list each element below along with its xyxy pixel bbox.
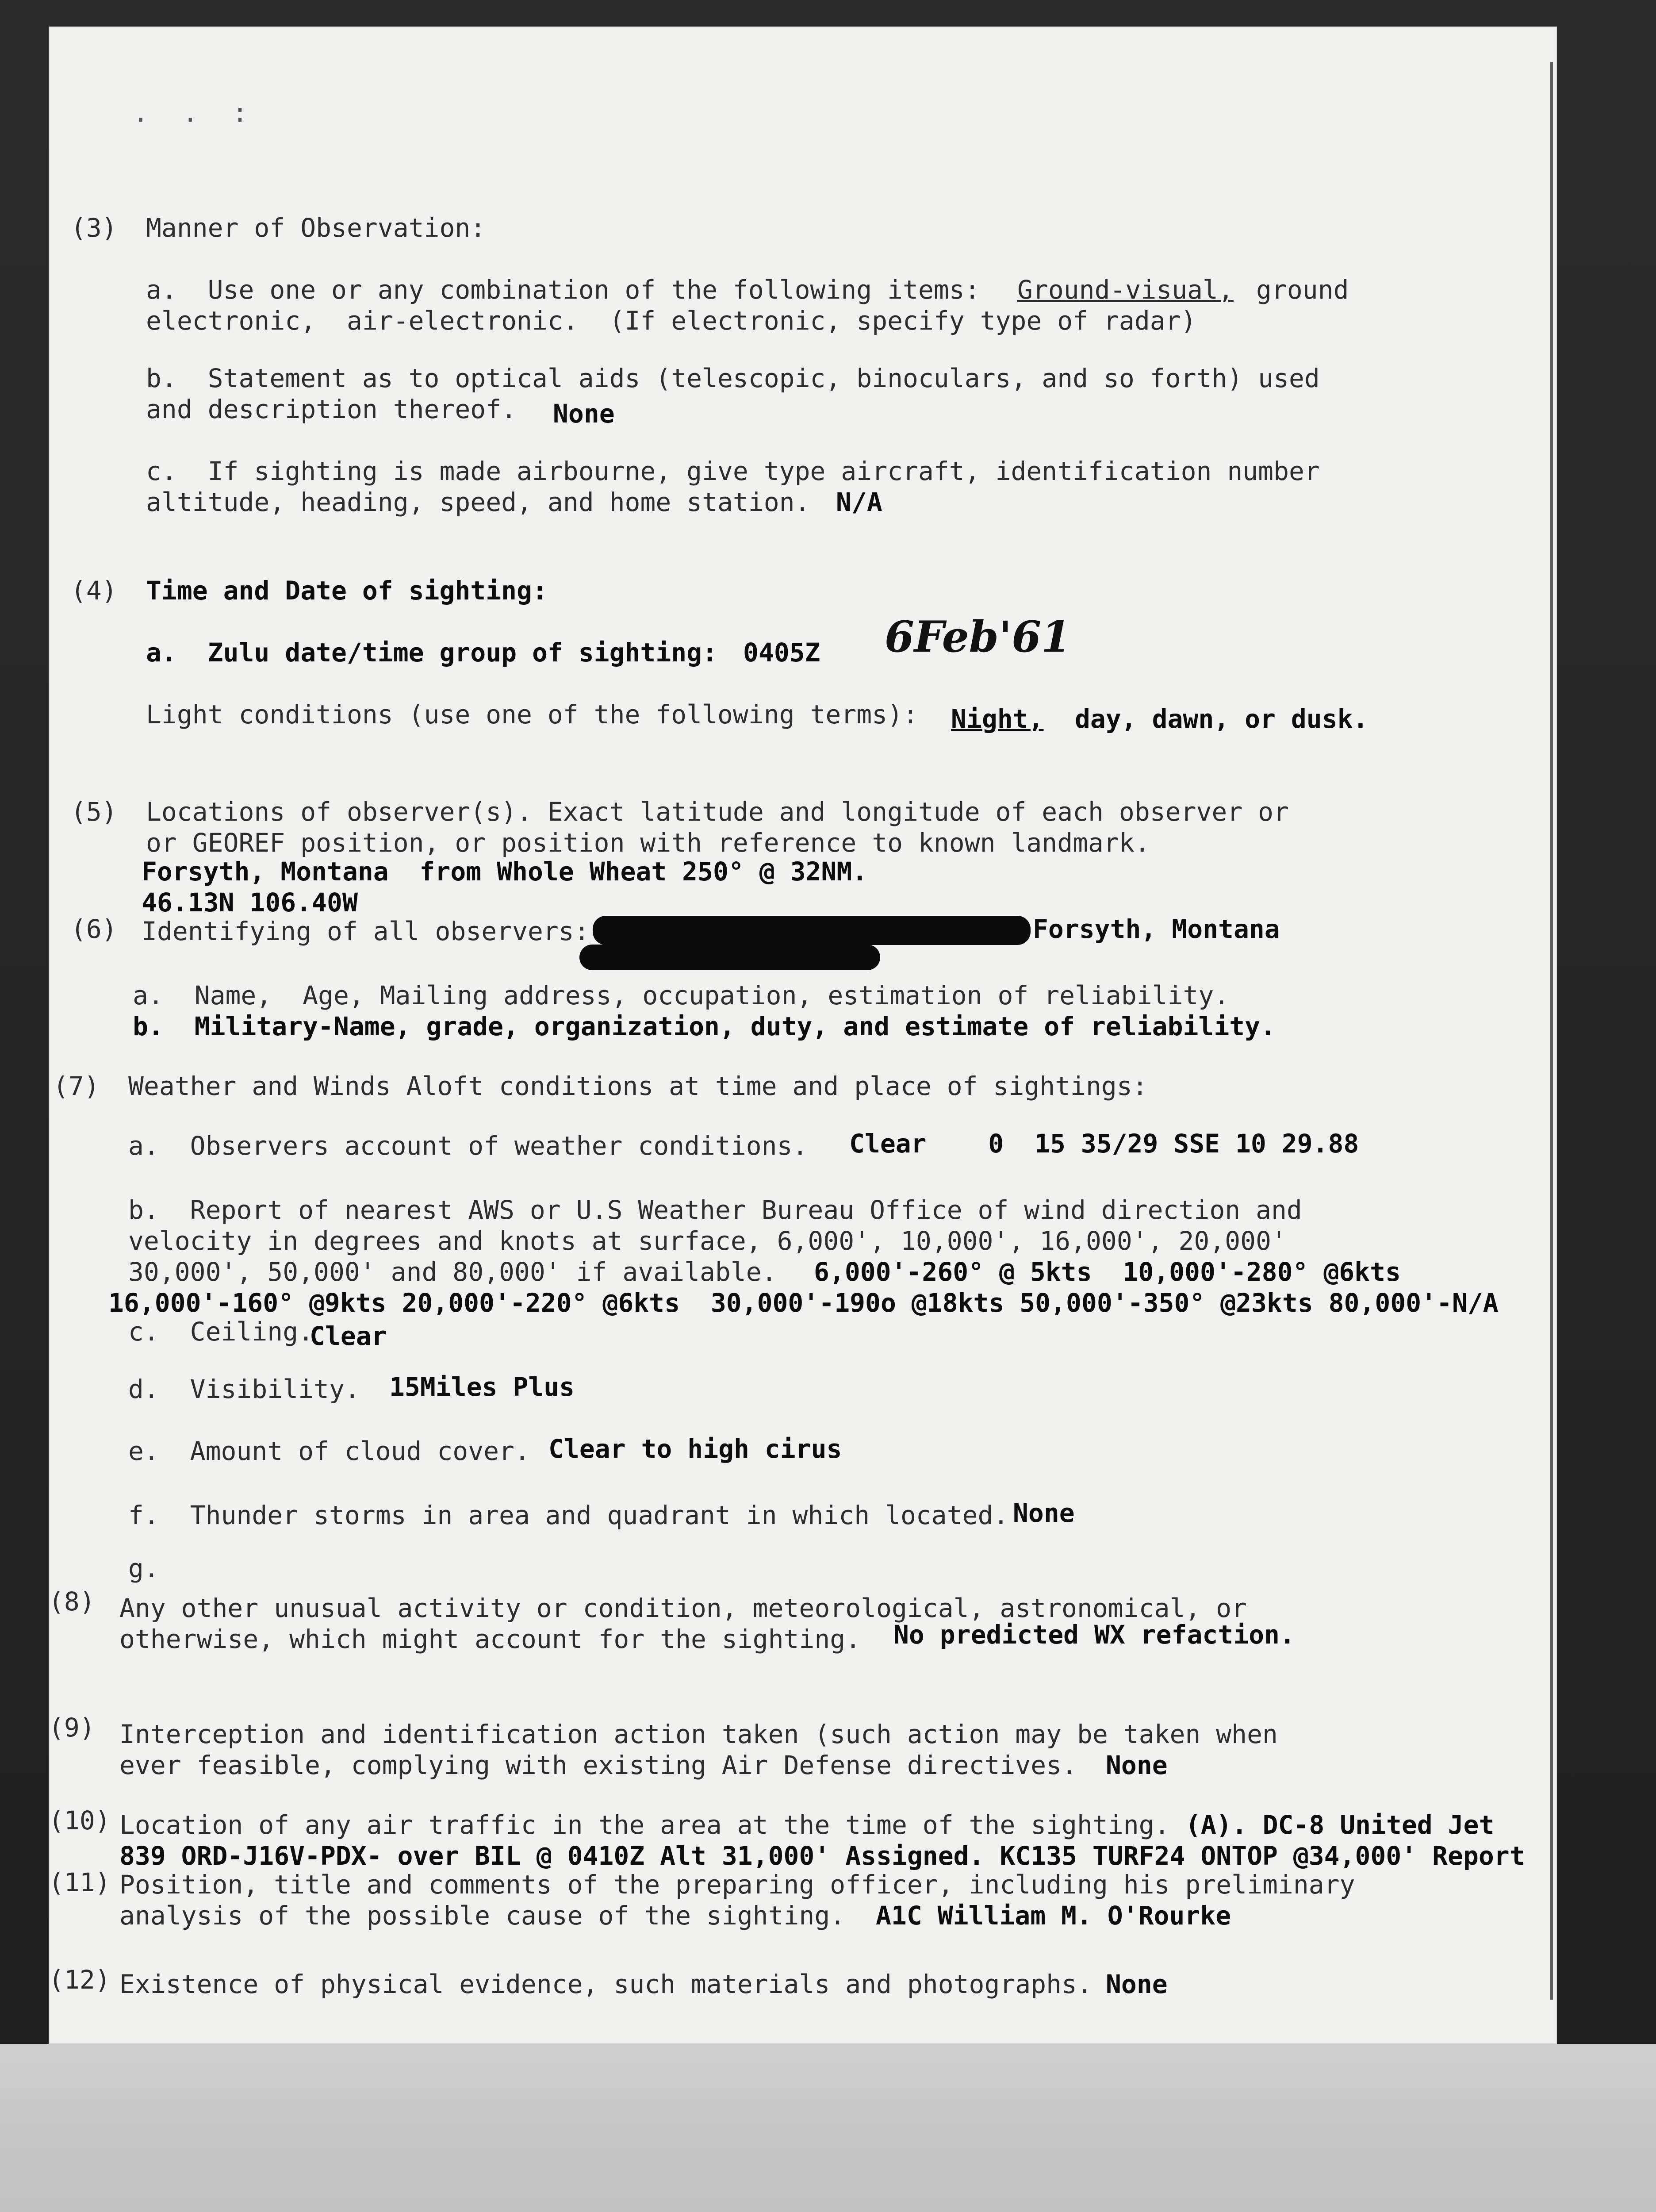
section-4-light-rest: day, dawn, or dusk. (1075, 704, 1368, 734)
section-9-line1: Interception and identification action taken (such action may be taken when (119, 1719, 1278, 1749)
section-10-answer2: 839 ORD-J16V-PDX- over BIL @ 0410Z Alt 31,000' Assigned. KC135 TURF24 ONTOP @34,000' Report (119, 1841, 1525, 1871)
section-3a-line2: electronic, air-electronic. (If electronic, specify type of radar) (146, 306, 1196, 336)
section-8-line1: Any other unusual activity or condition, meteorological, astronomical, or (119, 1593, 1247, 1623)
section-11-number: (11) (49, 1867, 111, 1897)
section-4-title: Time and Date of sighting: (146, 576, 548, 606)
section-7g-label: g. (128, 1553, 159, 1583)
section-7a-answer: Clear 0 15 35/29 SSE 10 29.88 (849, 1129, 1359, 1159)
section-3a-line1: a. Use one or any combination of the following items: (146, 275, 980, 305)
section-3c-answer: N/A (836, 487, 882, 517)
section-7c-answer: Clear (310, 1321, 387, 1351)
section-3-number: (3) (71, 213, 117, 243)
section-7d-label: d. Visibility. (128, 1374, 360, 1404)
page-margin-line (1550, 62, 1553, 2000)
section-3-title: Manner of Observation: (146, 213, 486, 243)
section-11-line2: analysis of the possible cause of the sighting. (119, 1901, 846, 1931)
section-4a-handwritten-date: 6Feb'61 (885, 612, 1071, 662)
section-5-answer1: Forsyth, Montana from Whole Wheat 250° @ 32NM. (142, 856, 868, 887)
section-7b-answer2: 16,000'-160° @9kts 20,000'-220° @6kts 30,000'-190o @18kts 50,000'-350° @23kts 80,000'-N/A (108, 1288, 1499, 1318)
section-6a: a. Name, Age, Mailing address, occupation, estimation of reliability. (133, 980, 1230, 1010)
section-7b-line2: velocity in degrees and knots at surface, 6,000', 10,000', 16,000', 20,000' (128, 1226, 1287, 1256)
redaction-bar-1 (593, 916, 1031, 945)
section-11-line1: Position, title and comments of the preparing officer, including his preliminary (119, 1870, 1355, 1900)
section-8-number: (8) (49, 1586, 95, 1617)
section-7e-answer: Clear to high cirus (548, 1434, 842, 1464)
section-7d-answer: 15Miles Plus (389, 1372, 575, 1402)
section-3a-selected: Ground-visual, (1017, 275, 1234, 305)
section-12-number: (12) (49, 1965, 111, 1995)
section-8-line2: otherwise, which might account for the sighting. (119, 1624, 861, 1654)
section-7f-answer: None (1013, 1498, 1075, 1528)
section-7a-label: a. Observers account of weather conditions. (128, 1131, 808, 1161)
section-4a-label: a. Zulu date/time group of sighting: (146, 637, 718, 668)
section-7-title: Weather and Winds Aloft conditions at time and place of sightings: (128, 1071, 1148, 1101)
section-10-line1: Location of any air traffic in the area at the time of the sighting. (119, 1810, 1170, 1840)
section-3c-line1: c. If sighting is made airbourne, give type aircraft, identification number (146, 456, 1320, 486)
section-4-light-label: Light conditions (use one of the following terms): (146, 699, 918, 730)
section-6-number: (6) (71, 914, 117, 944)
scan-bottom-margin (0, 2044, 1656, 2212)
section-7c-label: c. Ceiling. (128, 1317, 314, 1347)
section-12-line1: Existence of physical evidence, such materials and photographs. (119, 1969, 1092, 1999)
section-3b-answer: None (553, 399, 615, 429)
section-9-number: (9) (49, 1713, 95, 1743)
section-4-light-selected: Night, (951, 704, 1044, 734)
section-3b-line1: b. Statement as to optical aids (telescopic, binoculars, and so forth) used (146, 363, 1320, 393)
section-5-line1: Locations of observer(s). Exact latitude and longitude of each observer or (146, 797, 1289, 827)
section-6b: b. Military-Name, grade, organization, duty, and estimate of reliability. (133, 1011, 1276, 1041)
section-3a-line1-end: ground (1256, 275, 1349, 305)
section-3b-line2: and description thereof. (146, 394, 517, 424)
section-5-answer2: 46.13N 106.40W (142, 887, 358, 918)
section-7f-label: f. Thunder storms in area and quadrant in which located. (128, 1500, 1009, 1530)
section-12-answer: None (1106, 1969, 1168, 1999)
section-11-answer: A1C William M. O'Rourke (876, 1901, 1231, 1931)
section-7b-answer1: 6,000'-260° @ 5kts 10,000'-280° @6kts (814, 1257, 1401, 1287)
redaction-bar-2 (579, 945, 880, 970)
section-6-answer: Forsyth, Montana (1033, 914, 1280, 944)
section-7e-label: e. Amount of cloud cover. (128, 1436, 530, 1466)
section-4-number: (4) (71, 576, 117, 606)
section-7b-line3: 30,000', 50,000' and 80,000' if available. (128, 1257, 777, 1287)
section-3c-line2: altitude, heading, speed, and home station. (146, 487, 810, 517)
section-10-number: (10) (49, 1805, 111, 1836)
section-7-number: (7) (53, 1071, 100, 1101)
section-8-answer: No predicted WX refaction. (893, 1620, 1295, 1650)
section-5-number: (5) (71, 797, 117, 827)
section-9-line2: ever feasible, complying with existing Air Defense directives. (119, 1750, 1077, 1780)
section-7b-line1: b. Report of nearest AWS or U.S Weather Bureau Office of wind direction and (128, 1195, 1302, 1225)
header-smudges: . . : (133, 97, 257, 128)
section-4a-answer: 0405Z (743, 637, 820, 668)
section-9-answer: None (1106, 1750, 1168, 1780)
section-5-line2: or GEOREF position, or position with reference to known landmark. (146, 828, 1150, 858)
section-6-label: Identifying of all observers: (142, 916, 590, 946)
section-10-answer1: (A). DC-8 United Jet (1185, 1810, 1495, 1840)
